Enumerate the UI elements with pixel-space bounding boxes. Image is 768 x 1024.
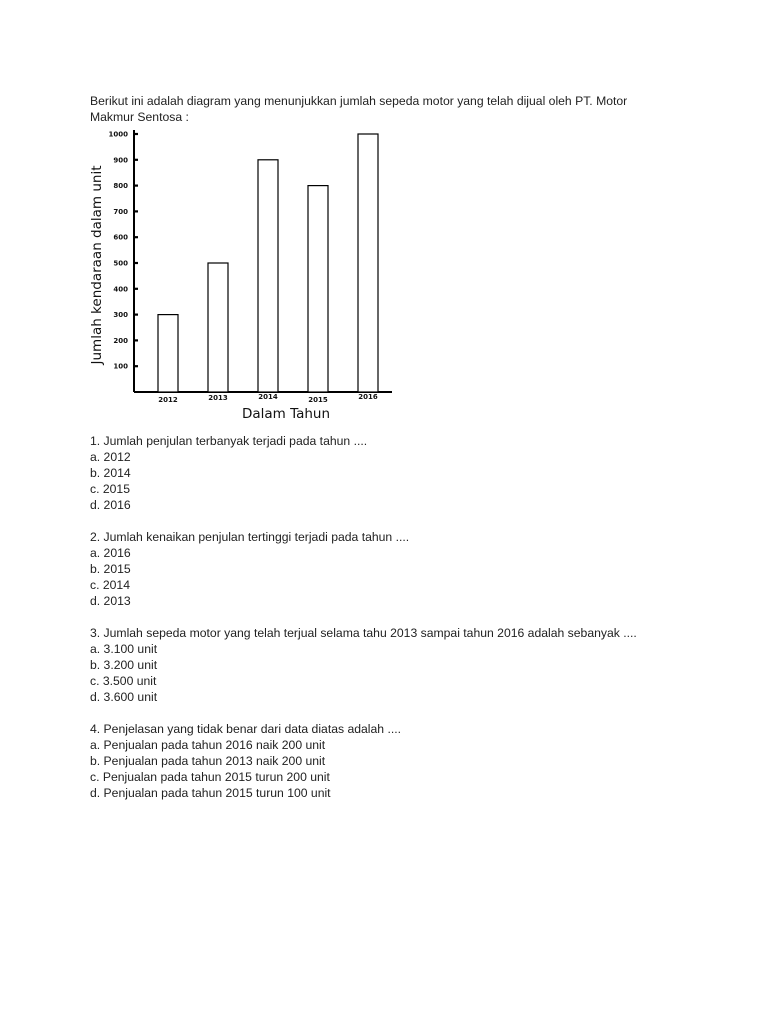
bar-2015: [308, 186, 328, 392]
question-list: [90, 433, 730, 817]
intro-line-1: Berikut ini adalah diagram yang menunjukkan jumlah sepeda motor yang telah dijual oleh PT. Motor: [90, 94, 628, 108]
y-tick-label: 900: [113, 156, 128, 165]
question-text: 4. Penjelasan yang tidak benar dari data diatas adalah ....: [90, 722, 401, 736]
answer-option: a. 3.100 unit: [90, 642, 158, 656]
x-tick-label: 2012: [158, 396, 178, 404]
answer-option: a. 2012: [90, 450, 131, 464]
y-tick-label: 200: [113, 336, 128, 345]
answer-option: b. 2014: [90, 466, 131, 480]
y-tick-label: 300: [113, 311, 128, 320]
answer-option: b. 3.200 unit: [90, 658, 158, 672]
bar-2012: [158, 315, 178, 392]
answer-option: a. 2016: [90, 546, 131, 560]
question-text: 2. Jumlah kenaikan penjulan tertinggi terjadi pada tahun ....: [90, 530, 410, 544]
question-4: [90, 721, 730, 801]
y-tick-label: 600: [113, 233, 128, 242]
answer-option: c. 2015: [90, 482, 130, 496]
answer-option: d. 3.600 unit: [90, 690, 158, 704]
answer-option: d. 2013: [90, 594, 131, 608]
bar-2014: [258, 160, 278, 392]
x-tick-label: 2016: [358, 393, 378, 401]
answer-option: d. Penjualan pada tahun 2015 turun 100 unit: [90, 786, 331, 800]
question-1: [90, 433, 730, 513]
answer-option: b. 2015: [90, 562, 131, 576]
x-tick-label: 2013: [208, 394, 228, 402]
answer-option: c. Penjualan pada tahun 2015 turun 200 unit: [90, 770, 330, 784]
y-tick-label: 800: [113, 182, 128, 191]
bar-chart: [84, 126, 404, 418]
x-tick-label: 2014: [258, 393, 278, 401]
question-text: 1. Jumlah penjulan terbanyak terjadi pada tahun ....: [90, 434, 368, 448]
chart-plot: [89, 130, 392, 418]
question-3: [90, 625, 730, 705]
y-tick-label: 400: [113, 285, 128, 294]
y-tick-label: 500: [113, 259, 128, 268]
answer-option: b. Penjualan pada tahun 2013 naik 200 unit: [90, 754, 326, 768]
intro-line-2: Makmur Sentosa :: [90, 110, 189, 124]
y-axis-label: Jumlah kendaraan dalam unit: [89, 165, 105, 365]
x-tick-label: 2015: [308, 396, 328, 404]
y-tick-label: 100: [113, 362, 128, 371]
answer-option: a. Penjualan pada tahun 2016 naik 200 unit: [90, 738, 326, 752]
answer-option: d. 2016: [90, 498, 131, 512]
intro-paragraph: [90, 93, 690, 125]
y-tick-label: 1000: [108, 130, 128, 139]
answer-option: c. 3.500 unit: [90, 674, 157, 688]
question-2: [90, 529, 730, 609]
answer-option: c. 2014: [90, 578, 130, 592]
question-text: 3. Jumlah sepeda motor yang telah terjual selama tahu 2013 sampai tahun 2016 adalah sebanyak ....: [90, 626, 637, 640]
bar-2016: [358, 134, 378, 392]
x-axis-label: Dalam Tahun: [241, 406, 331, 418]
y-tick-label: 700: [113, 207, 128, 216]
bar-2013: [208, 263, 228, 392]
